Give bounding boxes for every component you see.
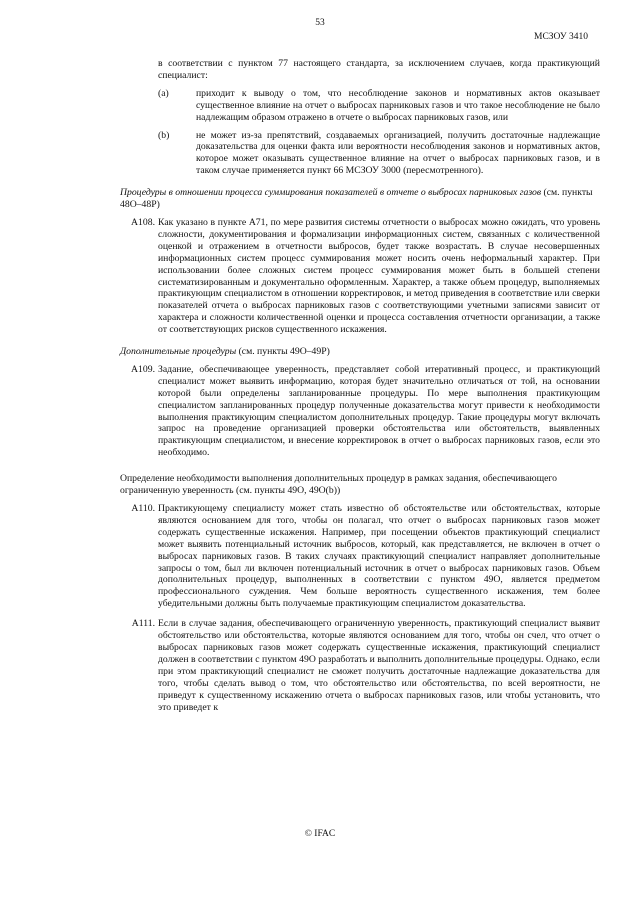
list-text: не может из-за препятствий, создаваемых организацией, получить достаточные надлежащие доказательства для оценки факта или вероятности несоблюдения законов и нормативных актов, которое может оказывать существенное влияние на отчет о выбросах парниковых газов, и в таком случае применяется пункт 66 МСЗОУ 3000 (пересмотренного). [196, 129, 600, 177]
standard-code: МСЗОУ 3410 [534, 32, 588, 42]
condition-list [120, 88, 600, 177]
list-text: приходит к выводу о том, что несоблюдение законов и нормативных актов оказывает существенное влияние на отчет о выбросах парниковых газов и что такое несоблюдение не было надлежащим образом отражено в отчете о выбросах парниковых газов, или [196, 87, 600, 123]
list-label: (a) [158, 87, 169, 99]
paragraph-a111 [120, 618, 600, 713]
paragraph-a110 [120, 503, 600, 610]
intro-paragraph: в соответствии с пунктом 77 настоящего стандарта, за исключением случаев, когда практикующий специалист: [158, 58, 600, 81]
heading-italic: Процедуры в отношении процесса суммирования показателей в отчете о выбросах парниковых газов [120, 187, 542, 199]
list-item-a [158, 88, 600, 124]
paragraph-text: Если в случае задания, обеспечивающего ограниченную уверенность, практикующий специалист выявит обстоятельство или обстоятельства, которые являются основанием для того, чтобы он счел, что отчет о выбросах парниковых газов может содержать существенные искажения, практикующий специалист должен в соответствии с пунктом 49O разработать и выполнить дополнительные процедуры. Однако, если при этом практикующий специалист не сможет получить достаточные надлежащие доказательства для того, чтобы сделать вывод о том, что обстоятельство или обстоятельства, по всей вероятности, не приведут к существенному искажению отчета о выбросах парниковых газов, или чтобы установить, что это приведет к [158, 618, 600, 713]
section-heading-limited-assurance [120, 473, 600, 497]
section-heading-additional [120, 346, 600, 358]
paragraph-number: A108. [131, 216, 155, 228]
paragraph-a109 [120, 364, 600, 459]
page-content [120, 58, 600, 713]
page-number: 53 [315, 18, 325, 28]
heading-ref: (см. пункты 49O–49P) [238, 346, 330, 358]
heading-italic: Дополнительные процедуры [120, 346, 237, 358]
paragraph-number: A110. [131, 503, 155, 514]
list-item-b [158, 130, 600, 178]
paragraph-text: Практикующему специалисту может стать известно об обстоятельстве или обстоятельствах, которые являются основанием для того, чтобы он полагал, что отчет о выбросах парниковых газов может содержать существенные искажения. Например, при посещении объектов практикующий специалист может выявить потенциальный источник выбросов, который, как представляется, не включен в отчет о выбросах парниковых газов. В таких случаях практикующий специалист направляет дополнительные запросы о том, был ли включен потенциальный источник в отчет о выбросах парниковых газов. Объем дополнительных процедур, выполненных в соответствии с пунктом 49O, является предметом профессионального суждения. Чем больше вероятность существенного искажения, тем более убедительными должны быть получаемые практикующим специалистом доказательства. [158, 503, 600, 610]
paragraph-a108 [120, 217, 600, 336]
heading-text: Определение необходимости выполнения дополнительных процедур в рамках задания, обеспечивающего ограниченную уверенность (см. пункты 49O, 49O(b)) [120, 473, 557, 497]
section-heading-aggregation [120, 187, 600, 211]
heading-ref: (см. пункты 48O–48P) [120, 187, 593, 211]
paragraph-number: A111. [131, 618, 155, 630]
paragraph-number: A109. [131, 363, 155, 375]
list-label: (b) [158, 129, 170, 141]
paragraph-text: Как указано в пункте A71, по мере развития системы отчетности о выбросах можно ожидать, что уровень сложности, документирования и формализации информационных систем, связанных с количественной оценкой и отражением в отчетности выбросов, будет также возрастать. В случае несовершенных информационных систем процесс суммирования может носить очень неформальный характер. При использовании более сложных систем процесс суммирования может быть в большей степени систематизированным и документально оформленным. Характер, а также объем процедур, выполняемых практикующим специалистом в отношении корректировок, и метод приведения в соответствие или сверки показателей отчета о выбросах парниковых газов с соответствующими учетными записями зависит от характера и сложности количественной оценки и процесса составления отчетности организации, а также от соответствующих рисков существенного искажения. [158, 216, 600, 336]
paragraph-text: Задание, обеспечивающее уверенность, представляет собой итеративный процесс, и практикующий специалист может выявить информацию, которая будет значительно отличаться от той, на основании которой были определены запланированные процедуры. По мере выполнения практикующим специалистом запланированных процедур полученные доказательства могут привести к необходимости выполнения практикующим специалистом дополнительных процедур. Такие процедуры могут включать запрос на проведение организацией проверки обстоятельства или обстоятельств, выявленных практикующим специалистом, и внесение корректировок в отчет о выбросах парниковых газов, если это необходимо. [158, 363, 600, 459]
footer-copyright: © IFAC [304, 829, 336, 839]
